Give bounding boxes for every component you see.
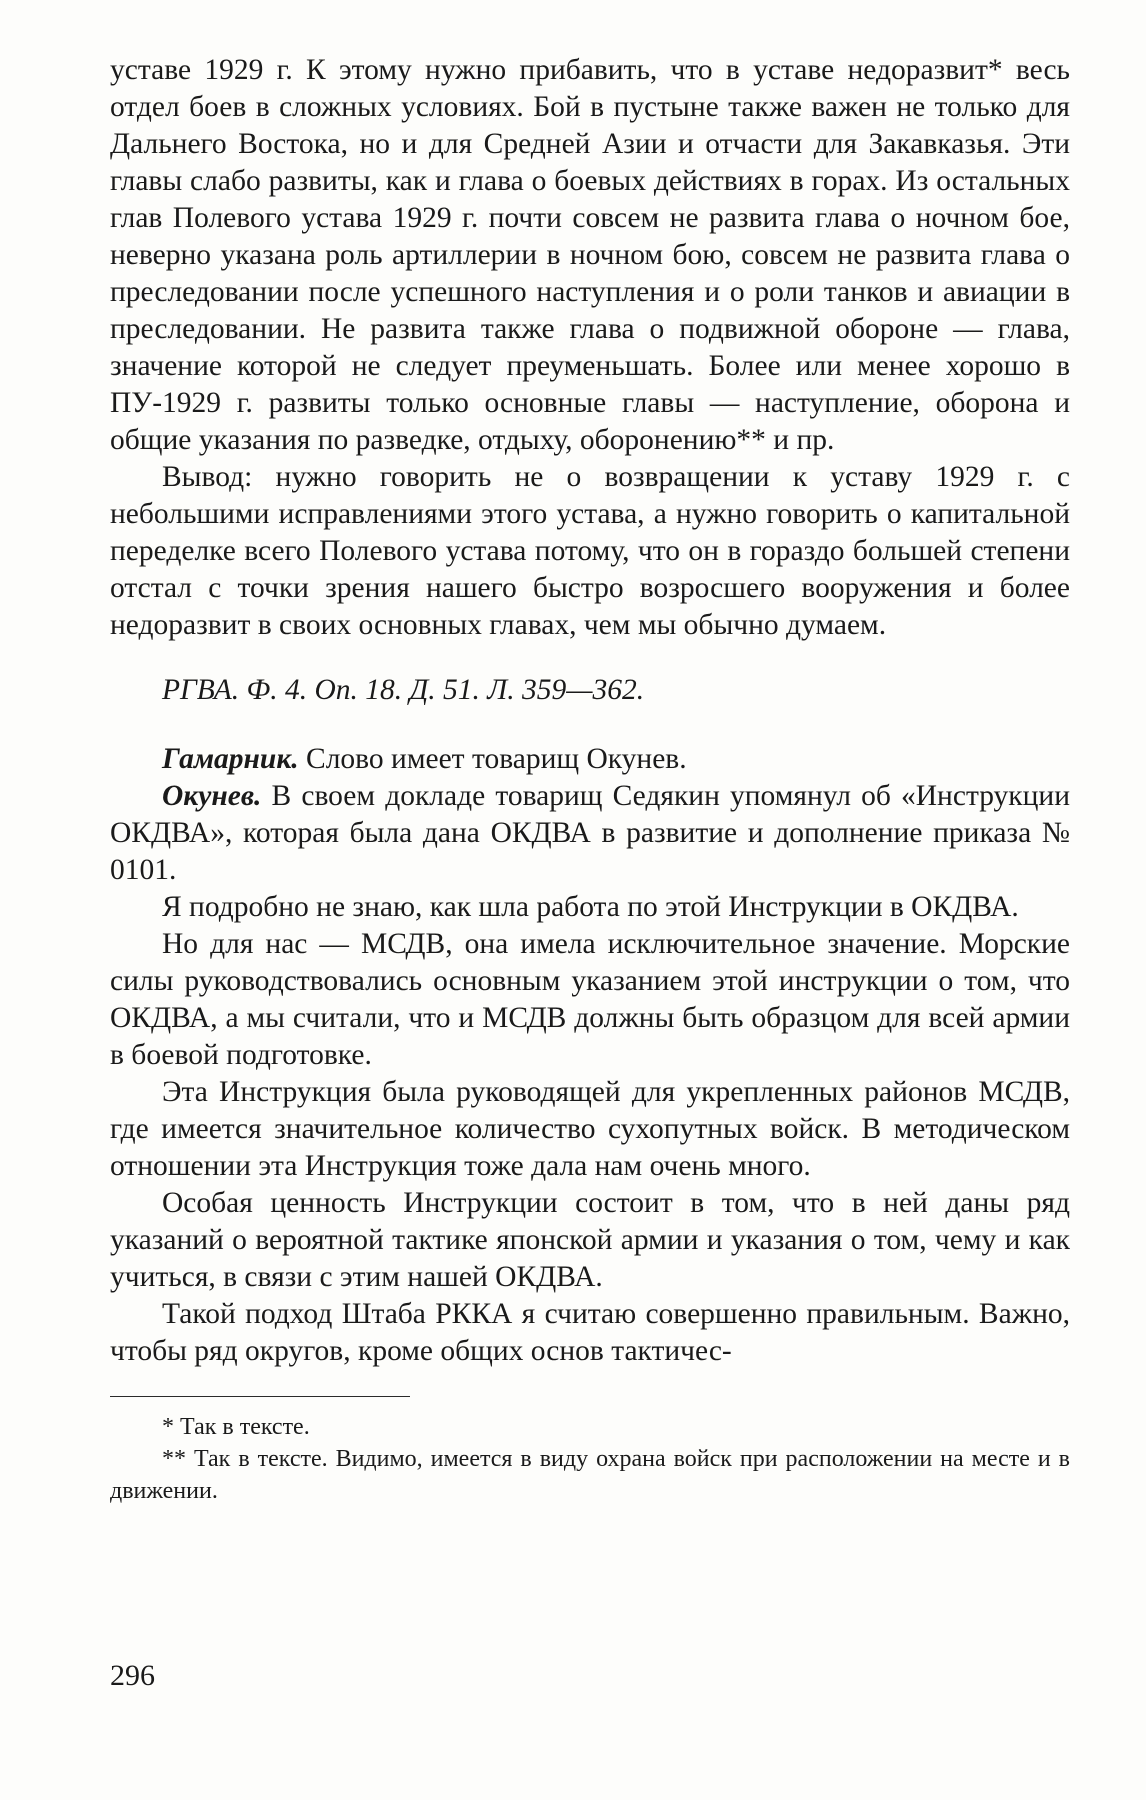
paragraph-conclusion: Вывод: нужно говорить не о возвращении к уставу 1929 г. с небольшими исправлениями этого устава, а нужно говорить о капитальной переделке всего Полевого устава потому, что он в гораздо большей степени отстал с точки зрения нашего быстро возросшего вооружения и более недоразвит в своих основных главах, чем мы обычно думаем.	[110, 461, 1070, 641]
paragraph-msdv-significance: Но для нас — МСДВ, она имела исключительное значение. Морские силы руководствовались основным указанием этой инструкции о том, что ОКДВА, а мы считали, что и МСДВ должны быть образцом для всей армии в боевой подготовке.	[110, 928, 1070, 1071]
archive-reference: РГВА. Ф. 4. Оп. 18. Д. 51. Л. 359—362.	[162, 674, 645, 706]
speaker-name: Окунев.	[162, 780, 262, 812]
speaker-name: Гамарник.	[162, 743, 299, 775]
speech-text: Слово имеет товарищ Окунев.	[298, 743, 687, 775]
paragraph-fortified-districts: Эта Инструкция была руководящей для укрепленных районов МСДВ, где имеется значительное количество сухопутных войск. В методическом отношении эта Инструкция тоже дала нам очень много.	[110, 1076, 1070, 1182]
page-number: 296	[110, 1659, 155, 1692]
page-body	[110, 52, 1070, 1507]
paragraph-instruction-value: Особая ценность Инструкции состоит в том, что в ней даны ряд указаний о вероятной тактике японской армии и указания о том, чему и как учиться, в связи с этим нашей ОКДВА.	[110, 1187, 1070, 1293]
paragraph-1: уставе 1929 г. К этому нужно прибавить, что в уставе недоразвит* весь отдел боев в сложных условиях. Бой в пустыне также важен не только для Дальнего Востока, но и для Средней Азии и отчасти для Закавказья. Эти главы слабо развиты, как и глава о боевых действиях в горах. Из остальных глав Полевого устава 1929 г. почти совсем не развита глава о ночном бое, неверно указана роль артиллерии в ночном бою, совсем не развита глава о преследовании после успешного наступления и о роли танков и авиации в преследовании. Не развита также глава о подвижной обороне — глава, значение которой не следует преуменьшать. Более или менее хорошо в ПУ-1929 г. развиты только основные главы — наступление, оборона и общие указания по разведке, отдыху, оборонению** и пр.	[110, 54, 1070, 456]
speech-text: В своем докладе товарищ Седякин упомянул об «Инструкции ОКДВА», которая была дана ОКДВА в развитие и дополнение приказа № 0101.	[110, 780, 1070, 886]
speech-gamarnik	[110, 741, 1070, 778]
footnote-1: * Так в тексте.	[162, 1414, 310, 1440]
footnote-divider	[110, 1396, 410, 1397]
paragraph-rkka-approach: Такой подход Штаба РККА я считаю совершенно правильным. Важно, чтобы ряд округов, кроме общих основ тактичес-	[110, 1298, 1070, 1367]
speech-okunev	[110, 778, 1070, 889]
paragraph-okdva-work: Я подробно не знаю, как шла работа по этой Инструкции в ОКДВА.	[162, 891, 1019, 923]
footnote-2: ** Так в тексте. Видимо, имеется в виду охрана войск при расположении на месте и в движении.	[110, 1446, 1070, 1504]
